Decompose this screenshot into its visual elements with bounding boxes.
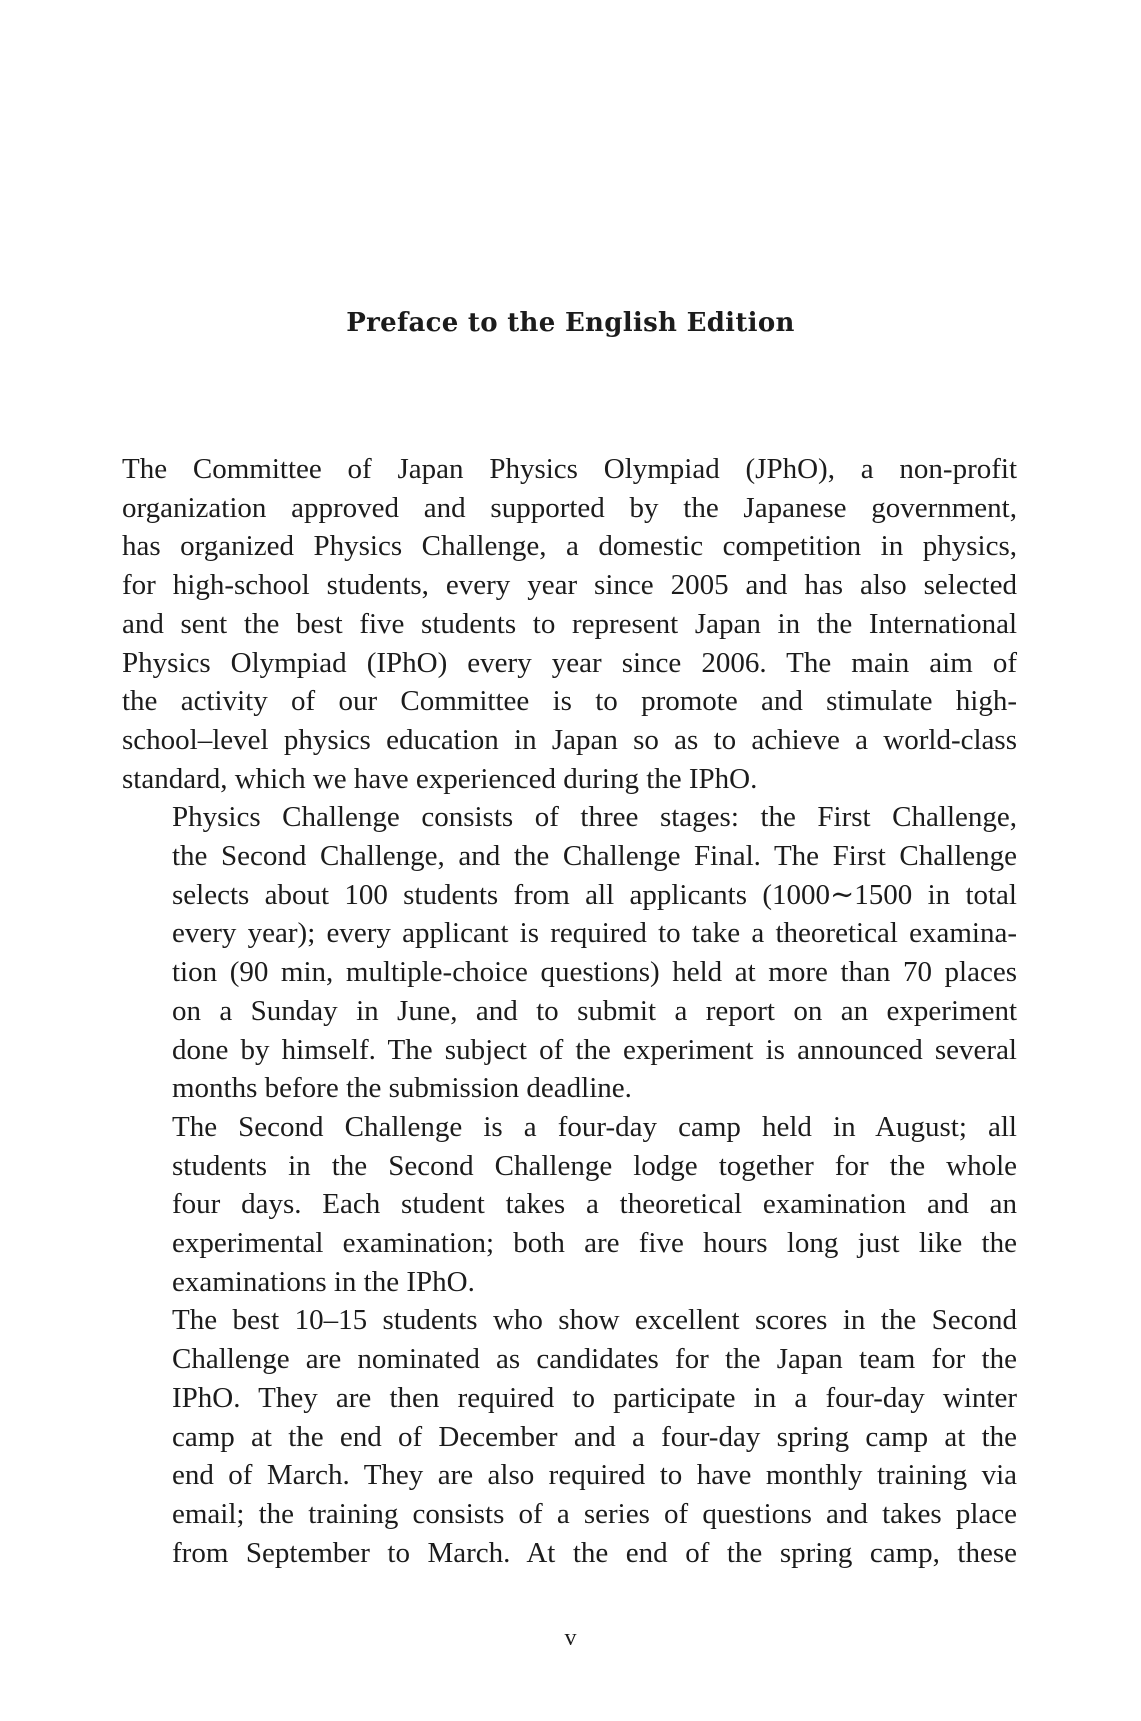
text-line: standard, which we have experienced during the IPhO. (122, 762, 758, 795)
preface-body (122, 450, 1017, 1572)
text-line: the Second Challenge, and the Challenge Final. The First Challenge (172, 840, 1017, 873)
text-line: tion (90 min, multiple-choice questions) held at more than 70 places (172, 956, 1017, 989)
text-line: the activity of our Committee is to promote and stimulate high- (122, 685, 1017, 718)
text-line: The Second Challenge is a four-day camp held in August; all (172, 1110, 1017, 1143)
text-line: Physics Challenge consists of three stages: the First Challenge, (172, 801, 1017, 834)
text-line: and sent the best five students to represent Japan in the International (122, 607, 1017, 640)
text-line: camp at the end of December and a four-day spring camp at the (172, 1420, 1017, 1453)
text-line: organization approved and supported by the Japanese government, (122, 491, 1017, 524)
text-line: The best 10–15 students who show excellent scores in the Second (172, 1304, 1017, 1337)
text-line: on a Sunday in June, and to submit a report on an experiment (172, 994, 1017, 1027)
text-line: Physics Olympiad (IPhO) every year since 2006. The main aim of (122, 646, 1017, 679)
text-line: examinations in the IPhO. (172, 1265, 475, 1298)
text-line: school–level physics education in Japan so as to achieve a world-class (122, 723, 1017, 756)
text-line: end of March. They are also required to have monthly training via (172, 1459, 1017, 1492)
text-line: done by himself. The subject of the experiment is announced several (172, 1033, 1017, 1066)
text-line: The Committee of Japan Physics Olympiad (JPhO), a non-profit (122, 453, 1017, 485)
paragraph-2 (122, 798, 1017, 1108)
text-line: every year); every applicant is required to take a theoretical examina- (172, 917, 1017, 950)
page-number: v (564, 1625, 577, 1651)
text-line: for high-school students, every year since 2005 and has also selected (122, 569, 1017, 602)
paragraph-1 (122, 450, 1017, 798)
text-line: has organized Physics Challenge, a domestic competition in physics, (122, 530, 1017, 563)
text-line: Challenge are nominated as candidates for the Japan team for the (172, 1343, 1017, 1376)
text-line: months before the submission deadline. (172, 1072, 632, 1105)
text-line: students in the Second Challenge lodge together for the whole (172, 1149, 1017, 1182)
text-line: four days. Each student takes a theoretical examination and an (172, 1188, 1017, 1221)
page-title: Preface to the English Edition (346, 308, 795, 338)
paragraph-4 (122, 1301, 1017, 1572)
text-line: email; the training consists of a series of questions and takes place (172, 1497, 1017, 1530)
text-line: from September to March. At the end of the spring camp, these (172, 1536, 1017, 1569)
text-line: selects about 100 students from all applicants (1000∼1500 in total (172, 878, 1017, 911)
text-line: experimental examination; both are five hours long just like the (172, 1227, 1017, 1260)
paragraph-3 (122, 1108, 1017, 1302)
text-line: IPhO. They are then required to participate in a four-day winter (172, 1381, 1017, 1414)
